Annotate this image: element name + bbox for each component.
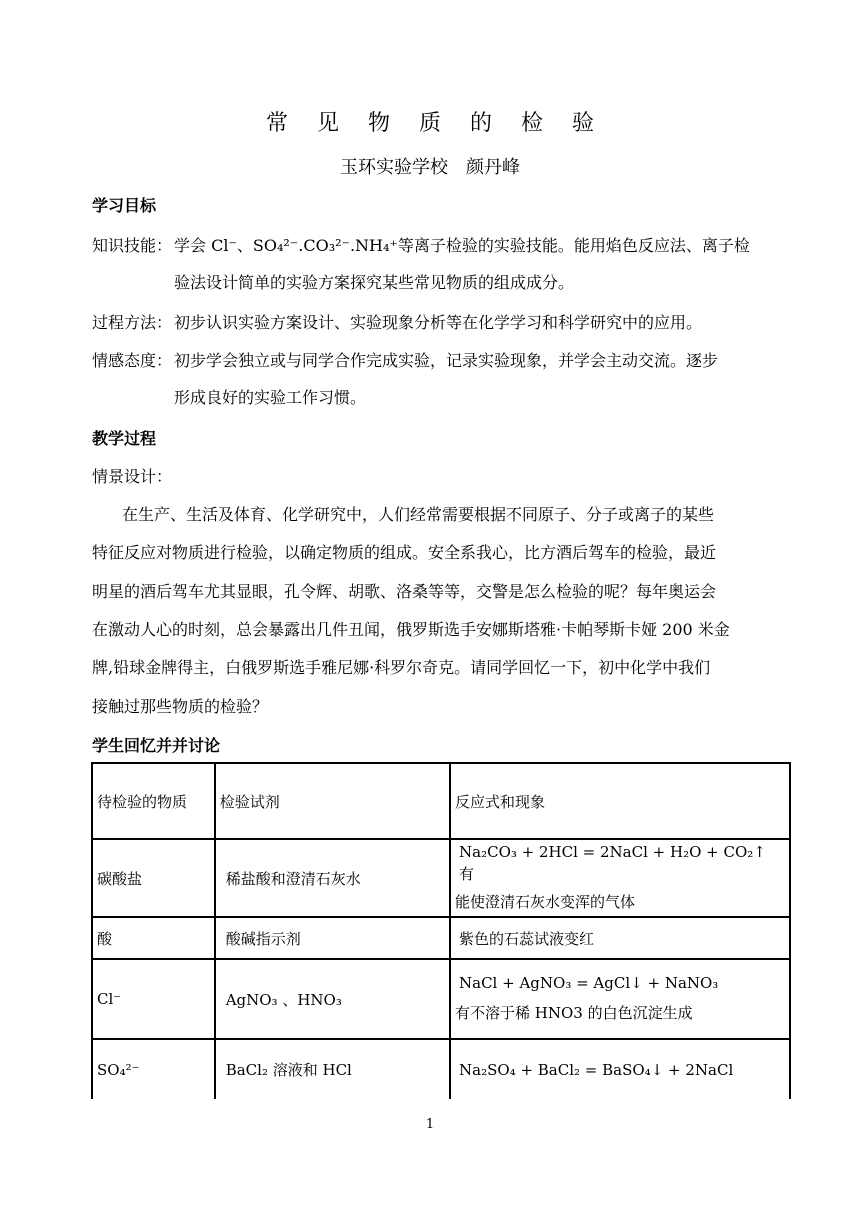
paragraph-line: 特征反应对物质进行检验，以确定物质的组成。安全系我心，比方酒后驾车的检验，最近 [92,543,717,562]
paragraph-line: 牌,铅球金牌得主，白俄罗斯选手雅尼娜·科罗尔奇克。请同学回忆一下，初中化学中我们 [92,658,711,677]
cell-reaction [450,839,796,917]
cell-reagent: BaCl₂ 溶液和 HCl [215,1039,450,1099]
header-reaction: 反应式和现象 [450,763,790,839]
cell-reagent: 稀盐酸和澄清石灰水 [215,839,450,917]
cell-substance: 酸 [92,917,215,959]
teaching-heading: 教学过程 [92,429,157,448]
attitude-label: 情感态度： [92,351,173,370]
knowledge-line-1: 学会 Cl⁻、SO₄²⁻.CO₃²⁻.NH₄⁺等离子检验的实验技能。能用焰色反应法、离子检 [174,236,750,255]
reaction-equation: Na₂CO₃ + 2HCl = 2NaCl + H₂O + CO₂↑ 有 [459,843,796,883]
paragraph-line: 在激动人心的时刻，总会暴露出几件丑闻，俄罗斯选手安娜斯塔雅·卡帕琴斯卡娅 200 米金 [92,620,730,639]
table-row [92,1039,790,1099]
table-row [92,917,790,959]
paragraph-line: 明星的酒后驾车尤其显眼，孔令辉、胡歌、洛桑等等，交警是怎么检验的呢？每年奥运会 [92,582,717,601]
cell-reaction: 紫色的石蕊试液变红 [450,917,790,959]
cell-substance: Cl⁻ [92,959,215,1039]
header-reagent: 检验试剂 [215,763,450,839]
discussion-heading: 学生回忆并并讨论 [92,736,221,755]
tests-table [91,762,796,1099]
reaction-phenomenon: 有不溶于稀 HNO3 的白色沉淀生成 [455,1004,693,1022]
knowledge-line-2: 验法设计简单的实验方案探究某些常见物质的组成成分。 [174,273,575,292]
paragraph-line: 接触过那些物质的检验？ [92,697,269,716]
header-substance: 待检验的物质 [92,763,215,839]
cell-reaction [450,959,790,1039]
scenario-label: 情景设计： [92,467,173,486]
attitude-line-1: 初步学会独立或与同学合作完成实验，记录实验现象，并学会主动交流。逐步 [174,351,719,370]
paragraph-line: 在生产、生活及体育、化学研究中，人们经常需要根据不同原子、分子或离子的某些 [122,505,715,524]
knowledge-label: 知识技能： [92,236,173,255]
cell-substance: 碳酸盐 [92,839,215,917]
cell-reagent: AgNO₃ 、HNO₃ [215,959,450,1039]
cell-reagent: 酸碱指示剂 [215,917,450,959]
attitude-line-2: 形成良好的实验工作习惯。 [174,388,367,407]
objectives-heading: 学习目标 [92,196,157,215]
cell-substance: SO₄²⁻ [92,1039,215,1099]
process-label: 过程方法： [92,313,173,332]
table-row [92,959,790,1039]
table-header-row [92,763,790,839]
reaction-equation: NaCl + AgNO₃ = AgCl↓ + NaNO₃ [459,974,719,992]
page-number: 1 [425,1117,435,1132]
table-row [92,839,790,917]
author-line: 玉环实验学校 颜丹峰 [340,157,520,178]
cell-reaction: Na₂SO₄ + BaCl₂ = BaSO₄↓ + 2NaCl [450,1039,790,1099]
process-line-1: 初步认识实验方案设计、实验现象分析等在化学学习和科学研究中的应用。 [174,313,703,332]
reaction-phenomenon: 能使澄清石灰水变浑的气体 [455,893,636,911]
page-title: 常 见 物 质 的 检 验 [266,111,605,136]
